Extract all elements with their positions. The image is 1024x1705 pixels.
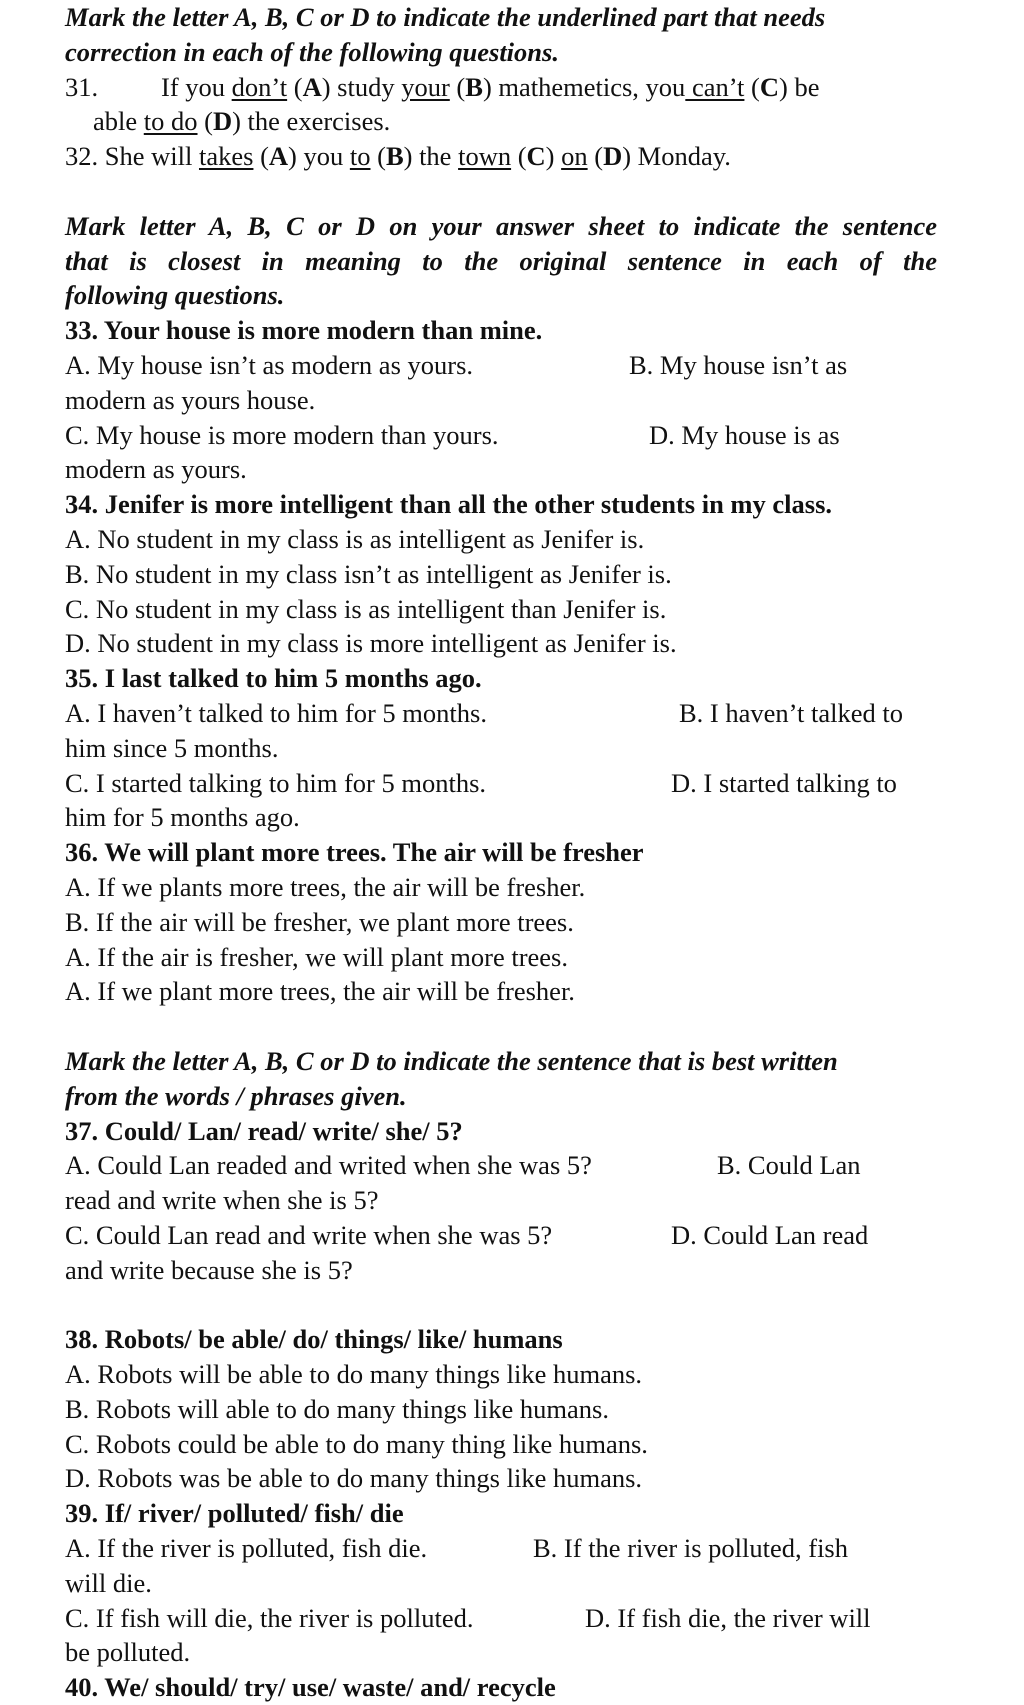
question-36-stem: 36. We will plant more trees. The air will be fresher <box>65 837 644 868</box>
option-a: A. I haven’t talked to him for 5 months. <box>65 697 487 728</box>
option-letter: A <box>268 141 289 172</box>
instruction-line: Mark the letter A, B, C or D to indicate the sentence that is best written <box>65 1045 838 1076</box>
underlined-part-a: don’t <box>231 71 288 102</box>
option-letter: D <box>212 106 233 137</box>
option-c: C. If fish will die, the river is polluted. <box>65 1602 474 1633</box>
option-d: D. My house is as <box>649 419 840 450</box>
question-39-stem: 39. If/ river/ polluted/ fish/ die <box>65 1498 404 1529</box>
option-b: B. I haven’t talked to <box>679 697 903 728</box>
section1-instruction <box>65 0 937 35</box>
text: ) the exercises. <box>232 106 391 137</box>
option-b: B. Robots will able to do many things like humans. <box>65 1393 609 1424</box>
option-d: D. I started talking to <box>671 767 897 798</box>
underlined-part-b: your <box>401 71 450 102</box>
option-d-cont: him for 5 months ago. <box>65 802 300 833</box>
question-35-stem: 35. I last talked to him 5 months ago. <box>65 663 482 694</box>
underlined-part-a: takes <box>198 141 254 172</box>
option-b-cont: him since 5 months. <box>65 732 279 763</box>
worksheet-page <box>65 0 937 1703</box>
question-33-stem: 33. Your house is more modern than mine. <box>65 315 543 346</box>
option-a: A. If we plants more trees, the air will be fresher. <box>65 871 586 902</box>
option-a: A. No student in my class is as intelligent as Jenifer is. <box>65 523 645 554</box>
option-d-cont: modern as yours. <box>65 454 247 485</box>
option-d: D. If fish die, the river will <box>585 1602 871 1633</box>
question-32 <box>65 139 937 174</box>
option-b-cont: read and write when she is 5? <box>65 1185 379 1216</box>
underlined-part-d: on <box>561 141 588 172</box>
option-c: C. My house is more modern than yours. <box>65 419 499 450</box>
question-35-row2 <box>65 766 937 801</box>
option-a: A. My house isn’t as modern as yours. <box>65 349 474 380</box>
question-38-stem: 38. Robots/ be able/ do/ things/ like/ humans <box>65 1324 563 1355</box>
text: ) mathemetics, you <box>482 71 686 102</box>
option-letter: A <box>302 71 322 102</box>
text: ) you <box>288 141 350 172</box>
option-a: A. Could Lan readed and writed when she was 5? <box>65 1150 592 1181</box>
option-d-cont: be polluted. <box>65 1637 191 1668</box>
text: ( <box>287 71 303 102</box>
instruction-line: correction in each of the following questions. <box>65 36 559 67</box>
instruction-line: following questions. <box>65 280 285 311</box>
option-letter: B <box>465 71 483 102</box>
question-33-row1 <box>65 348 937 383</box>
option-b: B. If the river is polluted, fish <box>533 1533 848 1564</box>
section3-instruction-cont <box>65 1079 937 1114</box>
option-c: A. If the air is fresher, we will plant more trees. <box>65 941 568 972</box>
text: ( <box>744 71 760 102</box>
option-b: B. If the air will be fresher, we plant more trees. <box>65 906 574 937</box>
text: ( <box>449 71 466 102</box>
spacer <box>65 1287 937 1322</box>
option-d: D. Robots was be able to do many things like humans. <box>65 1463 643 1494</box>
question-number: 31. <box>65 71 99 102</box>
question-37-stem: 37. Could/ Lan/ read/ write/ she/ 5? <box>65 1115 463 1146</box>
spacer <box>65 174 937 209</box>
option-a: A. If the river is polluted, fish die. <box>65 1533 428 1564</box>
underlined-part-c: town <box>458 141 512 172</box>
section2-instruction-cont2 <box>65 278 937 313</box>
question-34-stem: 34. Jenifer is more intelligent than all the other students in my class. <box>65 489 833 520</box>
spacer <box>65 1009 937 1044</box>
text: ) the <box>403 141 459 172</box>
section2-instruction-cont <box>65 244 937 279</box>
option-c: C. Could Lan read and write when she was 5? <box>65 1219 553 1250</box>
question-33-row2 <box>65 418 937 453</box>
option-d: A. If we plant more trees, the air will be fresher. <box>65 976 575 1007</box>
instruction-line: Mark the letter A, B, C or D to indicate the underlined part that needs <box>65 2 826 32</box>
question-37-row1 <box>65 1148 937 1183</box>
instruction-line: that is closest in meaning to the original sentence in each of the <box>65 245 937 276</box>
text: ( <box>370 141 386 172</box>
option-a: A. Robots will be able to do many things like humans. <box>65 1359 643 1390</box>
option-d: D. No student in my class is more intelligent as Jenifer is. <box>65 628 677 659</box>
section3-instruction <box>65 1044 937 1079</box>
text: ( <box>587 141 604 172</box>
option-c: C. No student in my class is as intelligent than Jenifer is. <box>65 593 667 624</box>
text: ) <box>545 141 562 172</box>
text: ( <box>253 141 269 172</box>
question-31-cont <box>65 104 937 139</box>
text: ( <box>511 141 527 172</box>
option-d-cont: and write because she is 5? <box>65 1254 353 1285</box>
option-d: D. Could Lan read <box>671 1219 869 1250</box>
question-37-row2 <box>65 1218 937 1253</box>
option-b: B. My house isn’t as <box>629 349 848 380</box>
option-c: C. I started talking to him for 5 months. <box>65 767 487 798</box>
question-40-stem-partial: 40. We/ should/ try/ use/ waste/ and/ recycle <box>65 1672 556 1703</box>
text: 32. She will <box>65 141 199 172</box>
option-b: B. Could Lan <box>717 1150 861 1181</box>
question-39-row1 <box>65 1531 937 1566</box>
text: If you <box>161 71 232 102</box>
question-39-row2 <box>65 1601 937 1636</box>
option-letter: D <box>603 141 623 172</box>
text: ) be <box>779 71 820 102</box>
section1-instruction-cont <box>65 35 937 70</box>
option-b-cont: will die. <box>65 1567 152 1598</box>
text: ) Monday. <box>622 141 731 172</box>
instruction-line: from the words / phrases given. <box>65 1080 407 1111</box>
option-b-cont: modern as yours house. <box>65 384 316 415</box>
text: ) study <box>321 71 402 102</box>
option-letter: B <box>385 141 404 172</box>
text: ( <box>197 106 213 137</box>
question-31 <box>65 70 937 105</box>
underlined-part-d: to do <box>143 106 198 137</box>
instruction-line: Mark letter A, B, C or D on your answer sheet to indicate the sentence <box>65 210 937 241</box>
text: able <box>93 106 144 137</box>
option-b: B. No student in my class isn’t as intelligent as Jenifer is. <box>65 558 672 589</box>
option-letter: C <box>526 141 546 172</box>
option-letter: C <box>759 71 780 102</box>
underlined-part-c: can’t <box>685 71 745 102</box>
section2-instruction <box>65 209 937 244</box>
question-35-row1 <box>65 696 937 731</box>
option-c: C. Robots could be able to do many thing like humans. <box>65 1428 648 1459</box>
underlined-part-b: to <box>349 141 371 172</box>
